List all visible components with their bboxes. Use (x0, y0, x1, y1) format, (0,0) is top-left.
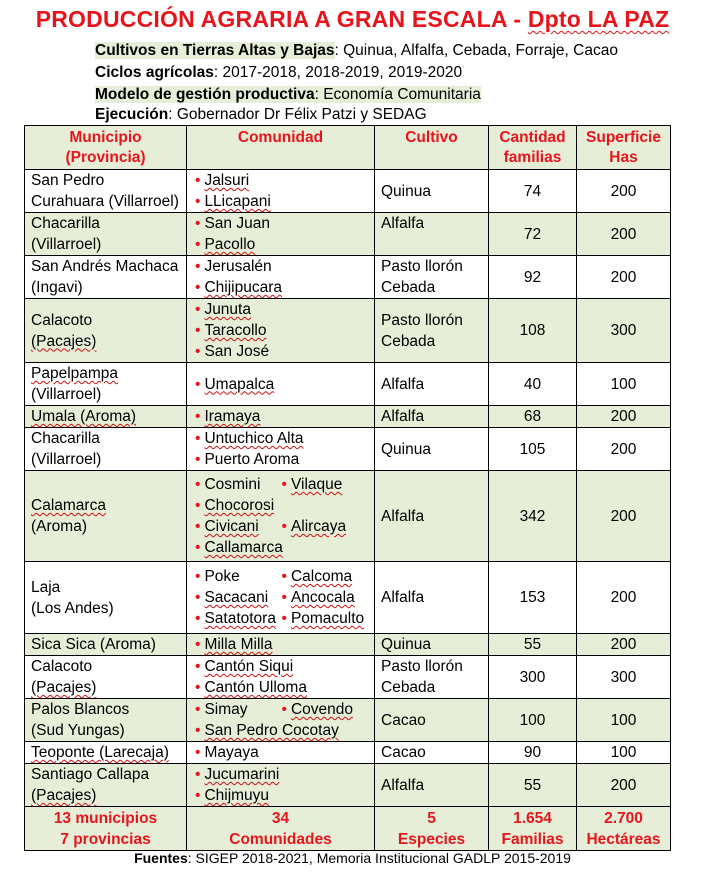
table-row (25, 562, 671, 634)
cell-familias: 74 (489, 170, 577, 213)
meta-modelo-value: : Economía Comunitaria (314, 86, 481, 103)
cell-municipio: San Pedro Curahuara (Villarroel) (25, 170, 187, 213)
cell-municipio: Palos Blancos (Sud Yungas) (25, 699, 187, 742)
cell-municipio: Umala (Aroma) (25, 406, 187, 428)
meta-modelo (95, 85, 481, 105)
cell-municipio: Papelpampa (Villarroel) (25, 363, 187, 406)
cell-cultivo: Pasto llorón Cebada (375, 299, 489, 363)
cell-superficie: 200 (577, 562, 671, 634)
cell-familias: 68 (489, 406, 577, 428)
cell-familias: 100 (489, 699, 577, 742)
meta-ciclos-value: : 2017-2018, 2018-2019, 2019-2020 (213, 64, 463, 81)
meta-modelo-label: Modelo de gestión productiva (95, 86, 315, 103)
table-row (25, 256, 671, 299)
cell-superficie: 200 (577, 256, 671, 299)
cell-cultivo: Alfalfa (375, 213, 489, 256)
cell-comunidad: • Jalsuri • LLicapani (187, 170, 375, 213)
table-row (25, 406, 671, 428)
cell-municipio: San Andrés Machaca (Ingavi) (25, 256, 187, 299)
cell-superficie: 200 (577, 764, 671, 807)
title-dpto: Dpto LA PAZ (527, 6, 670, 32)
cell-familias: 108 (489, 299, 577, 363)
table-row (25, 170, 671, 213)
cell-superficie: 100 (577, 699, 671, 742)
total-especies: 5 Especies (375, 807, 489, 851)
table-row (25, 699, 671, 742)
cell-municipio: Chacarilla (Villarroel) (25, 213, 187, 256)
footer-value: : SIGEP 2018-2021, Memoria Institucional GADLP 2015-2019 (187, 850, 571, 866)
cell-comunidad: • Umapalca (187, 363, 375, 406)
meta-ciclos (95, 63, 462, 83)
cell-comunidad: • Cosmini • Vilaque • Chocorosi • Civicani • Alircaya • Callamarca (187, 471, 375, 562)
meta-ejecucion-label: Ejecución (95, 106, 169, 123)
cell-superficie: 300 (577, 656, 671, 699)
meta-ejecucion (95, 105, 427, 125)
cell-cultivo: Pasto llorón Cebada (375, 256, 489, 299)
cell-cultivo: Alfalfa (375, 471, 489, 562)
header-superficie: Superficie Has (577, 126, 671, 170)
cell-superficie: 200 (577, 634, 671, 656)
cell-superficie: 200 (577, 213, 671, 256)
sources-footer (0, 850, 705, 866)
cell-superficie: 100 (577, 363, 671, 406)
cell-familias: 40 (489, 363, 577, 406)
total-familias: 1.654 Familias (489, 807, 577, 851)
meta-ejecucion-value: : Gobernador Dr Félix Patzi y SEDAG (168, 106, 427, 123)
header-comunidad: Comunidad (187, 126, 375, 170)
cell-superficie: 200 (577, 406, 671, 428)
title-main: PRODUCCIÓN AGRARIA A GRAN ESCALA - (35, 6, 528, 32)
production-table (24, 125, 671, 851)
table-row (25, 764, 671, 807)
cell-cultivo: Alfalfa (375, 363, 489, 406)
meta-cultivos-label: Cultivos en Tierras Altas y Bajas (95, 42, 335, 59)
cell-comunidad: • Iramaya (187, 406, 375, 428)
cell-familias: 105 (489, 428, 577, 471)
cell-comunidad: • Untuchico Alta • Puerto Aroma (187, 428, 375, 471)
table-row (25, 656, 671, 699)
cell-familias: 342 (489, 471, 577, 562)
cell-municipio: Santiago Callapa (Pacajes) (25, 764, 187, 807)
cell-comunidad: • San Juan • Pacollo (187, 213, 375, 256)
meta-cultivos (95, 41, 618, 61)
cell-municipio: Sica Sica (Aroma) (25, 634, 187, 656)
cell-comunidad: • Simay • Covendo • San Pedro Cocotay (187, 699, 375, 742)
cell-municipio: Calamarca (Aroma) (25, 471, 187, 562)
cell-comunidad: • Milla Milla (187, 634, 375, 656)
cell-cultivo: Pasto llorón Cebada (375, 656, 489, 699)
table-row (25, 213, 671, 256)
cell-comunidad: • Cantón Siqui • Cantón Ulloma (187, 656, 375, 699)
page-title (0, 6, 705, 33)
table-row (25, 299, 671, 363)
cell-cultivo: Alfalfa (375, 764, 489, 807)
total-hectareas: 2.700 Hectáreas (577, 807, 671, 851)
cell-superficie: 100 (577, 742, 671, 764)
cell-familias: 92 (489, 256, 577, 299)
cell-superficie: 300 (577, 299, 671, 363)
cell-municipio: Calacoto (Pacajes) (25, 656, 187, 699)
cell-comunidad: • Junuta • Taracollo • San José (187, 299, 375, 363)
cell-cultivo: Cacao (375, 699, 489, 742)
cell-familias: 72 (489, 213, 577, 256)
cell-municipio: Chacarilla (Villarroel) (25, 428, 187, 471)
table-row (25, 634, 671, 656)
header-municipio: Municipio (Provincia) (25, 126, 187, 170)
header-cultivo: Cultivo (375, 126, 489, 170)
cell-comunidad: • Poke • Calcoma • Sacacani • Ancocala • Satatotora • Pomaculto (187, 562, 375, 634)
cell-cultivo: Quinua (375, 634, 489, 656)
cell-cultivo: Quinua (375, 428, 489, 471)
table-row (25, 428, 671, 471)
cell-familias: 300 (489, 656, 577, 699)
cell-cultivo: Quinua (375, 170, 489, 213)
footer-label: Fuentes (134, 850, 188, 866)
cell-comunidad: • Jerusalén • Chijipucara (187, 256, 375, 299)
table-row (25, 471, 671, 562)
table-row (25, 363, 671, 406)
meta-ciclos-label: Ciclos agrícolas (95, 64, 214, 81)
cell-familias: 55 (489, 634, 577, 656)
cell-familias: 90 (489, 742, 577, 764)
cell-comunidad: • Mayaya (187, 742, 375, 764)
header-familias: Cantidad familias (489, 126, 577, 170)
meta-cultivos-value: : Quinua, Alfalfa, Cebada, Forraje, Cacao (334, 42, 618, 59)
cell-municipio: Teoponte (Larecaja) (25, 742, 187, 764)
cell-municipio: Calacoto (Pacajes) (25, 299, 187, 363)
cell-cultivo: Alfalfa (375, 406, 489, 428)
table-header-row (25, 126, 671, 170)
total-comunidades: 34 Comunidades (187, 807, 375, 851)
cell-familias: 153 (489, 562, 577, 634)
table-row (25, 742, 671, 764)
cell-cultivo: Alfalfa (375, 562, 489, 634)
cell-superficie: 200 (577, 170, 671, 213)
total-municipios: 13 municipios 7 provincias (25, 807, 187, 851)
cell-superficie: 200 (577, 428, 671, 471)
cell-comunidad: • Jucumarini • Chijmuyu (187, 764, 375, 807)
cell-superficie: 200 (577, 471, 671, 562)
cell-municipio: Laja (Los Andes) (25, 562, 187, 634)
cell-cultivo: Cacao (375, 742, 489, 764)
totals-row (25, 807, 671, 851)
cell-familias: 55 (489, 764, 577, 807)
